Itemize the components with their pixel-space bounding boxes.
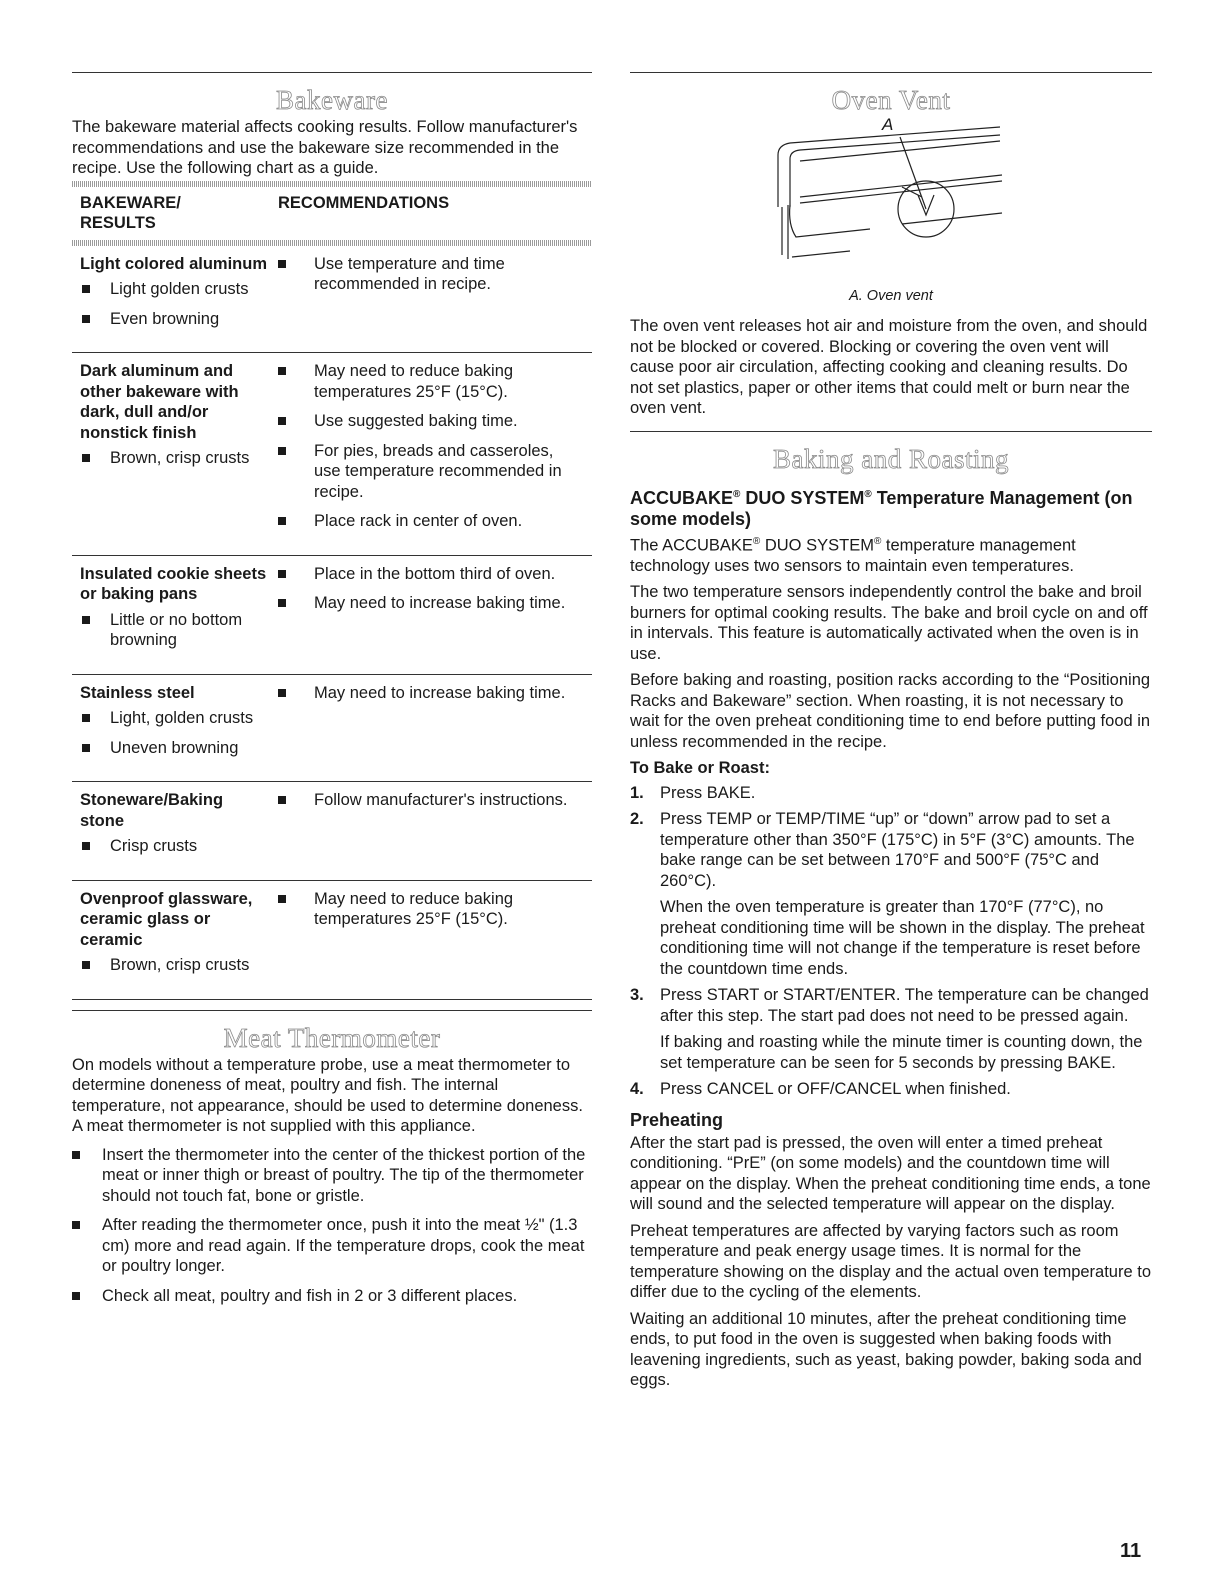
- table-row: [72, 880, 592, 999]
- result-item: Little or no bottom browning: [80, 610, 270, 651]
- oven-vent-drawing: [630, 117, 1152, 282]
- step-number: 2.: [630, 810, 644, 828]
- col-header-bakeware: BAKEWARE/ RESULTS: [80, 193, 181, 232]
- bakeware-cell: [72, 246, 270, 353]
- section-rule: [72, 1010, 592, 1011]
- bakeware-material: Ovenproof glassware, ceramic glass or ceramic: [80, 889, 253, 949]
- result-item: Brown, crisp crusts: [80, 448, 270, 469]
- preheat-p1: After the start pad is pressed, the oven will enter a timed preheat conditioning. “PrE” (on some models) and the countdown time will appear on the display. When the preheat conditioning time ends, a tone will sound and the selected temperature will appear on the display.: [630, 1133, 1151, 1213]
- recommendation-item: Follow manufacturer's instructions.: [278, 790, 584, 811]
- accubake-p2: The two temperature sensors independently control the bake and broil burners for optimal cooking results. The bake and broil cycle on and off in intervals. This feature is automatically activated when the oven is in use.: [630, 583, 1148, 663]
- step-number: 3.: [630, 986, 644, 1004]
- bakeware-cell: [72, 880, 270, 999]
- bake-step: [630, 1079, 1152, 1100]
- list-item: Check all meat, poultry and fish in 2 or 3 different places.: [72, 1286, 592, 1307]
- table-row: [72, 353, 592, 556]
- recommendation-item: Place rack in center of oven.: [278, 511, 584, 532]
- step-note: If baking and roasting while the minute timer is counting down, the set temperature can be seen for 5 seconds by pressing BAKE.: [660, 1033, 1143, 1072]
- meat-bullet-list: [72, 1145, 592, 1307]
- to-bake-heading: To Bake or Roast:: [630, 759, 770, 777]
- bakeware-table: [72, 187, 592, 240]
- step-text: Press TEMP or TEMP/TIME “up” or “down” arrow pad to set a temperature other than 350°F (175°C) in 5°F (3°C) amounts. The bake range can be set between 170°F and 500°F (75°C and 260°C).: [660, 810, 1135, 890]
- bake-steps-list: [630, 783, 1152, 1100]
- recommendation-cell: [270, 880, 592, 999]
- bake-step: [630, 783, 1152, 804]
- accubake-heading: ACCUBAKE® DUO SYSTEM® Temperature Management (on some models): [630, 487, 1133, 529]
- step-number: 4.: [630, 1080, 644, 1098]
- bakeware-material: Insulated cookie sheets or baking pans: [80, 564, 267, 603]
- result-item: Uneven browning: [80, 738, 270, 759]
- accubake-p3: Before baking and roasting, position racks according to the “Positioning Racks and Bakeware” section. When roasting, it is not necessary to wait for the oven preheat conditioning time to end before putting food in unless recommended in the recipe.: [630, 671, 1151, 751]
- result-item: Crisp crusts: [80, 836, 270, 857]
- recommendation-item: For pies, breads and casseroles, use temperature recommended in recipe.: [278, 441, 584, 503]
- section-rule: [72, 72, 592, 73]
- recommendation-item: May need to reduce baking temperatures 25°F (15°C).: [278, 361, 584, 402]
- table-header-row: [72, 187, 592, 240]
- result-item: Light golden crusts: [80, 279, 270, 300]
- recommendation-cell: [270, 246, 592, 353]
- step-number: 1.: [630, 783, 644, 802]
- result-item: Light, golden crusts: [80, 708, 270, 729]
- table-row: [72, 555, 592, 674]
- col-header-recommendations: RECOMMENDATIONS: [278, 193, 450, 212]
- recommendation-item: May need to increase baking time.: [278, 593, 584, 614]
- table-row: [72, 782, 592, 881]
- list-item: Insert the thermometer into the center of the thickest portion of the meat or inner thigh or breast of poultry. The tip of the thermometer should not touch fat, bone or gristle.: [72, 1145, 592, 1207]
- vent-callout-label: A: [882, 115, 894, 134]
- bakeware-intro: The bakeware material affects cooking results. Follow manufacturer's recommendations and use the bakeware size recommended in the recipe. Use the following chart as a guide.: [72, 118, 578, 177]
- meat-intro: On models without a temperature probe, use a meat thermometer to determine doneness of meat, poultry and fish. The internal temperature, not appearance, should be used to determine doneness. A meat thermometer is not supplied with this appliance.: [72, 1055, 583, 1135]
- preheating-heading: Preheating: [630, 1109, 724, 1130]
- table-row: [72, 674, 592, 782]
- bakeware-material: Light colored aluminum: [80, 254, 268, 273]
- recommendation-item: Use suggested baking time.: [278, 411, 584, 432]
- bakeware-cell: [72, 555, 270, 674]
- vent-caption: A. Oven vent: [849, 288, 933, 304]
- step-text: Press CANCEL or OFF/CANCEL when finished.: [660, 1080, 1011, 1098]
- bakeware-table-body: [72, 246, 592, 1000]
- step-note: When the oven temperature is greater than 170°F (77°C), no preheat conditioning time will be shown in the display. The preheat conditioning time will not change if the temperature is reset before the countdown time ends.: [660, 898, 1145, 978]
- bakeware-cell: [72, 353, 270, 556]
- result-item: Brown, crisp crusts: [80, 955, 270, 976]
- bakeware-material: Stainless steel: [80, 683, 195, 702]
- recommendation-item: May need to reduce baking temperatures 25°F (15°C).: [278, 889, 584, 930]
- preheat-p3: Waiting an additional 10 minutes, after the preheat conditioning time ends, to put food in the oven is suggested when baking foods with leavening ingredients, such as yeast, baking powder, baking soda and eggs.: [630, 1309, 1142, 1389]
- step-text: Press START or START/ENTER. The temperature can be changed after this step. The start pad does not need to be pressed again.: [660, 986, 1149, 1025]
- step-text: Press BAKE.: [660, 783, 756, 802]
- oven-vent-title: Oven Vent: [831, 85, 951, 115]
- section-rule: [630, 431, 1152, 432]
- bake-step: [630, 809, 1152, 979]
- vent-text: The oven vent releases hot air and moisture from the oven, and should not be blocked or covered. Blocking or covering the oven vent will cause poor air circulation, affecting cooking and cleaning results. Do not set plastics, paper or other items that could melt or burn near the oven vent.: [630, 317, 1148, 417]
- recommendation-cell: [270, 353, 592, 556]
- bakeware-title: Bakeware: [276, 85, 388, 115]
- section-rule: [630, 72, 1152, 73]
- recommendation-item: Use temperature and time recommended in recipe.: [278, 254, 584, 295]
- bakeware-material: Dark aluminum and other bakeware with dark, dull and/or nonstick finish: [80, 362, 239, 442]
- bakeware-cell: [72, 782, 270, 881]
- table-row: [72, 246, 592, 353]
- page-number: 11: [1120, 1540, 1142, 1562]
- recommendation-item: Place in the bottom third of oven.: [278, 564, 584, 585]
- bake-step: [630, 985, 1152, 1073]
- list-item: After reading the thermometer once, push it into the meat ½" (1.3 cm) more and read again. If the temperature drops, cook the meat or poultry longer.: [72, 1215, 592, 1277]
- recommendation-item: May need to increase baking time.: [278, 683, 584, 704]
- bakeware-cell: [72, 674, 270, 782]
- right-column: [630, 72, 1152, 1397]
- preheat-p2: Preheat temperatures are affected by varying factors such as room temperature and peak energy usage times. It is normal for the temperature showing on the display and the actual oven temperature to differ due to the cycling of the elements.: [630, 1221, 1151, 1301]
- baking-roasting-title: Baking and Roasting: [773, 443, 1009, 474]
- meat-thermometer-title: Meat Thermometer: [223, 1022, 441, 1053]
- left-column: [72, 72, 592, 1315]
- recommendation-cell: [270, 555, 592, 674]
- oven-vent-illustration: [630, 117, 1152, 282]
- accubake-p1: The ACCUBAKE® DUO SYSTEM® temperature management technology uses two sensors to maintain even temperatures.: [630, 535, 1076, 575]
- result-item: Even browning: [80, 309, 270, 330]
- bakeware-material: Stoneware/Baking stone: [80, 791, 224, 830]
- recommendation-cell: [270, 782, 592, 881]
- recommendation-cell: [270, 674, 592, 782]
- table-end-rule: [72, 999, 592, 1000]
